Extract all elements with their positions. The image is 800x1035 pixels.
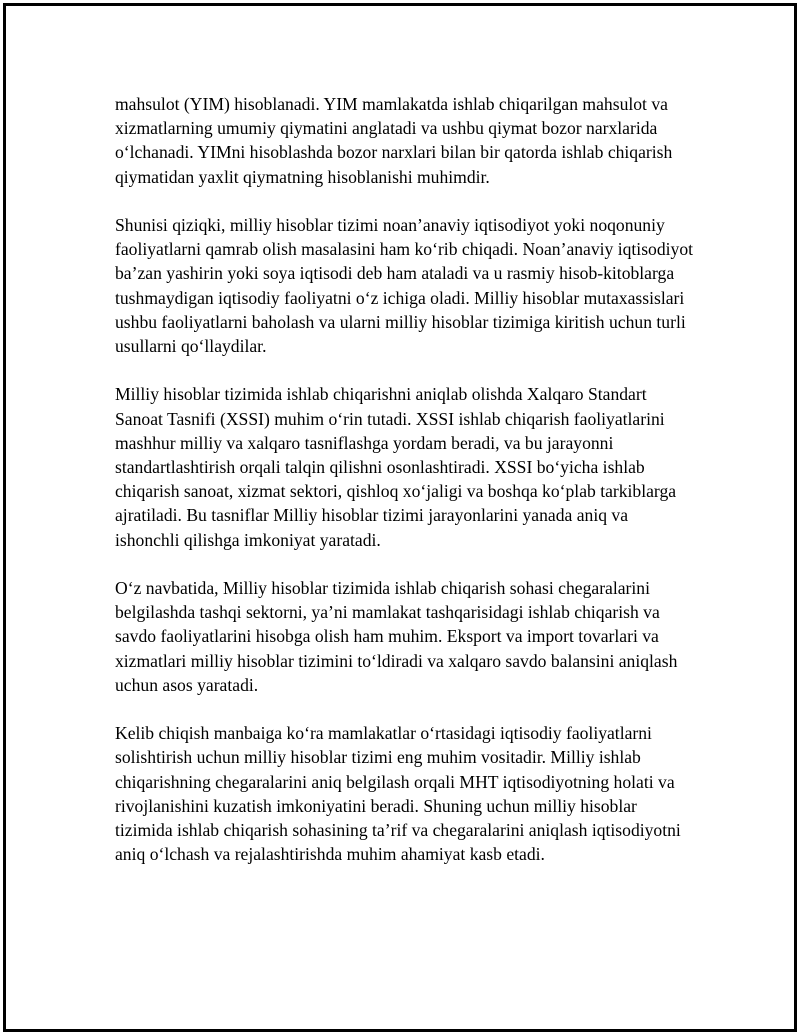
paragraph-2: Shunisi qiziqki, milliy hisoblar tizimi noan’anaviy iqtisodiyot yoki noqonuniy faoliyatlarni qamrab olish masalasini ham ko‘rib chiqadi. Noan’anaviy iqtisodiyot ba’zan yashirin yoki soya iqtisodi deb ham ataladi va u rasmiy hisob-kitoblarga tushmaydigan iqtisodiy faoliyatni o‘z ichiga oladi. Milliy hisoblar mutaxassislari ushbu faoliyatlarni baholash va ularni milliy hisoblar tizimiga kiritish uchun turli usullarni qo‘llaydilar.	[115, 215, 694, 357]
paragraph-3: Milliy hisoblar tizimida ishlab chiqarishni aniqlab olishda Xalqaro Standart Sanoat Tasnifi (XSSI) muhim o‘rin tutadi. XSSI ishlab chiqarish faoliyatlarini mashhur milliy va xalqaro tasniflashga yordam beradi, va bu jarayonni standartlashtirish orqali talqin qilishni osonlashtiradi. XSSI bo‘yicha ishlab chiqarish sanoat, xizmat sektori, qishloq xo‘jaligi va boshqa ko‘plab tarkiblarga ajratiladi. Bu tasniflar Milliy hisoblar tizimi jarayonlarini yanada aniq va ishonchli qilishga imkoniyat yaratadi.	[115, 384, 677, 550]
paragraph-5: Kelib chiqish manbaiga ko‘ra mamlakatlar o‘rtasidagi iqtisodiy faoliyatlarni solishtirish uchun milliy hisoblar tizimi eng muhim vositadir. Milliy ishlab chiqarishning chegaralarini aniq belgilash orqali MHT iqtisodiyotning holati va rivojlanishini kuzatish imkoniyatini beradi. Shuning uchun milliy hisoblar tizimida ishlab chiqarish sohasining ta’rif va chegaralarini aniqlash iqtisodiyotni aniq o‘lchash va rejalashtirishda muhim ahamiyat kasb etadi.	[115, 723, 681, 865]
document-body	[115, 92, 695, 891]
paragraph-4: O‘z navbatida, Milliy hisoblar tizimida ishlab chiqarish sohasi chegaralarini belgilashda tashqi sektorni, ya’ni mamlakat tashqarisidagi ishlab chiqarish va savdo faoliyatlarini hisobga olish ham muhim. Eksport va import tovarlari va xizmatlari milliy hisoblar tizimini to‘ldiradi va xalqaro savdo balansini aniqlash uchun asos yaratadi.	[115, 578, 678, 695]
paragraph-1: mahsulot (YIM) hisoblanadi. YIM mamlakatda ishlab chiqarilgan mahsulot va xizmatlarning umumiy qiymatini anglatadi va ushbu qiymat bozor narxlarida o‘lchanadi. YIMni hisoblashda bozor narxlari bilan bir qatorda ishlab chiqarish qiymatidan yaxlit qiymatning hisoblanishi muhimdir.	[115, 94, 673, 187]
